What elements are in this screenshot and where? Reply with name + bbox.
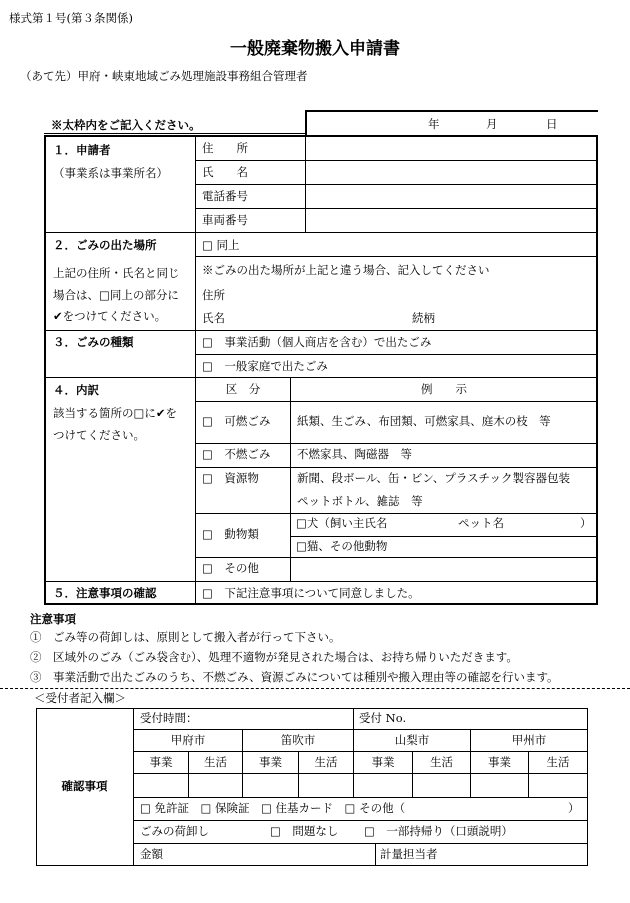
city-kofu: 甲府市 — [170, 733, 206, 747]
id-checkboxes[interactable]: □ 免許証 □ 保険証 □ 住基カード □ その他（ — [140, 801, 406, 815]
s3-option-household[interactable]: □ 一般家庭で出たごみ — [202, 359, 328, 373]
page-title: 一般廃棄物搬入申請書 — [230, 39, 400, 59]
s4-resource-checkbox[interactable]: □ 資源物 — [202, 471, 259, 485]
koshu-household: 生活 — [546, 755, 570, 769]
s2-relation-label: 続柄 — [412, 311, 435, 325]
s1-name-field[interactable] — [306, 161, 596, 183]
kofu-business: 事業 — [149, 755, 173, 769]
fuefuki-business: 事業 — [259, 755, 282, 769]
s1-vehicle-field[interactable] — [306, 209, 596, 231]
s1-phone-label: 電話番号 — [202, 189, 248, 203]
s4-col-example: 例 示 — [421, 382, 467, 396]
s2-address-label: 住所 — [202, 288, 225, 302]
city-koshu: 甲州市 — [511, 733, 547, 747]
s4-pet-name-label: ペット名 — [458, 516, 504, 530]
s4-nonburnable-example: 不燃家具、陶磁器 等 — [297, 447, 412, 461]
weigher-label: 計量担当者 — [380, 847, 438, 861]
s4-animal-checkbox[interactable]: □ 動物類 — [202, 527, 259, 541]
s2-desc-3: ✔をつけてください。 — [53, 309, 167, 323]
fill-note: ※太枠内をご記入ください。 — [51, 118, 201, 132]
date-month[interactable]: 月 — [486, 117, 498, 131]
city-fuefuki: 笛吹市 — [280, 733, 316, 747]
notes-heading: 注意事項 — [30, 612, 76, 626]
s4-other-checkbox[interactable]: □ その他 — [202, 561, 259, 575]
s2-desc-2: 場合は、□同上の部分に — [53, 288, 179, 302]
unload-ok-checkbox[interactable]: □ 問題なし — [270, 824, 339, 838]
fuefuki-household: 生活 — [314, 755, 338, 769]
s2-note: ※ごみの出た場所が上記と違う場合、記入してください — [202, 263, 490, 277]
s4-burnable-example: 紙類、生ごみ、布団類、可燃家具、庭木の枝 等 — [297, 414, 551, 428]
unload-label: ごみの荷卸し — [140, 824, 209, 838]
s3-title: ３．ごみの種類 — [53, 335, 134, 349]
s4-desc-2: つけてください。 — [53, 428, 145, 442]
s4-nonburnable-checkbox[interactable]: □ 不燃ごみ — [202, 447, 271, 461]
s4-paren-close: ） — [580, 516, 592, 530]
s4-burnable-checkbox[interactable]: □ 可燃ごみ — [202, 414, 271, 428]
s1-sub: （事業系は事業所名） — [53, 166, 168, 180]
id-paren-close: ） — [568, 801, 580, 815]
koshu-business: 事業 — [488, 755, 511, 769]
s4-desc-1: 該当する箇所の□に✔を — [53, 406, 178, 420]
note-underline — [44, 133, 306, 134]
addressee: （あて先）甲府・峡東地域ごみ処理施設事務組合管理者 — [20, 69, 308, 83]
note-item-2: ② 区域外のごみ（ごみ袋含む）、処理不適物が発見された場合は、お持ち帰りいただきます。 — [30, 650, 518, 664]
unload-partial-checkbox[interactable]: □ 一部持帰り（口頭説明） — [364, 824, 513, 838]
s4-resource-example-2: ペットボトル、雑誌 等 — [297, 494, 423, 508]
s2-title: ２．ごみの出た場所 — [53, 238, 157, 252]
s2-name-label: 氏名 — [202, 311, 225, 325]
s4-col-category: 区 分 — [225, 382, 261, 396]
s1-name-label: 氏 名 — [202, 165, 248, 179]
yamanashi-household: 生活 — [430, 755, 453, 769]
city-yamanashi: 山梨市 — [394, 733, 430, 747]
s4-title: ４．内訳 — [53, 383, 99, 397]
yamanashi-business: 事業 — [371, 755, 395, 769]
s4-dog-checkbox[interactable]: □犬（飼い主氏名 — [296, 516, 388, 530]
check-items-label: 確認事項 — [61, 779, 108, 793]
note-item-1: ① ごみ等の荷卸しは、原則として搬入者が行って下さい。 — [30, 630, 341, 644]
note-item-3: ③ 事業活動で出たごみのうち、不燃ごみ、資源ごみについては種別や搬入理由等の確認を行います。 — [30, 670, 559, 684]
s4-cat-checkbox[interactable]: □猫、その他動物 — [296, 539, 388, 553]
form-number: 様式第１号(第３条関係) — [9, 11, 133, 25]
kofu-household: 生活 — [204, 755, 227, 769]
cut-line — [0, 688, 630, 689]
s1-title: １．申請者 — [53, 143, 111, 157]
amount-label: 金額 — [140, 847, 163, 861]
s1-phone-field[interactable] — [306, 185, 596, 207]
reception-number-label: 受付 No. — [359, 711, 407, 725]
reception-heading: ＜受付者記入欄＞ — [34, 691, 126, 705]
s4-resource-example-1: 新聞、段ボール、缶・ビン、プラスチック製容器包装 — [297, 471, 571, 485]
reception-time-label: 受付時間： — [140, 711, 198, 725]
s5-agree-checkbox[interactable]: □ 下記注意事項について同意しました。 — [202, 586, 420, 600]
s5-title: ５．注意事項の確認 — [53, 586, 157, 600]
date-day[interactable]: 日 — [546, 117, 558, 131]
date-year[interactable]: 年 — [428, 117, 440, 131]
s3-option-business[interactable]: □ 事業活動（個人商店を含む）で出たごみ — [202, 335, 432, 349]
s2-same-checkbox[interactable]: □ 同上 — [202, 238, 240, 252]
s2-desc-1: 上記の住所・氏名と同じ — [53, 266, 180, 280]
s1-vehicle-label: 車両番号 — [202, 213, 248, 227]
s1-address-label: 住 所 — [202, 141, 248, 155]
s1-address-field[interactable] — [306, 137, 596, 159]
